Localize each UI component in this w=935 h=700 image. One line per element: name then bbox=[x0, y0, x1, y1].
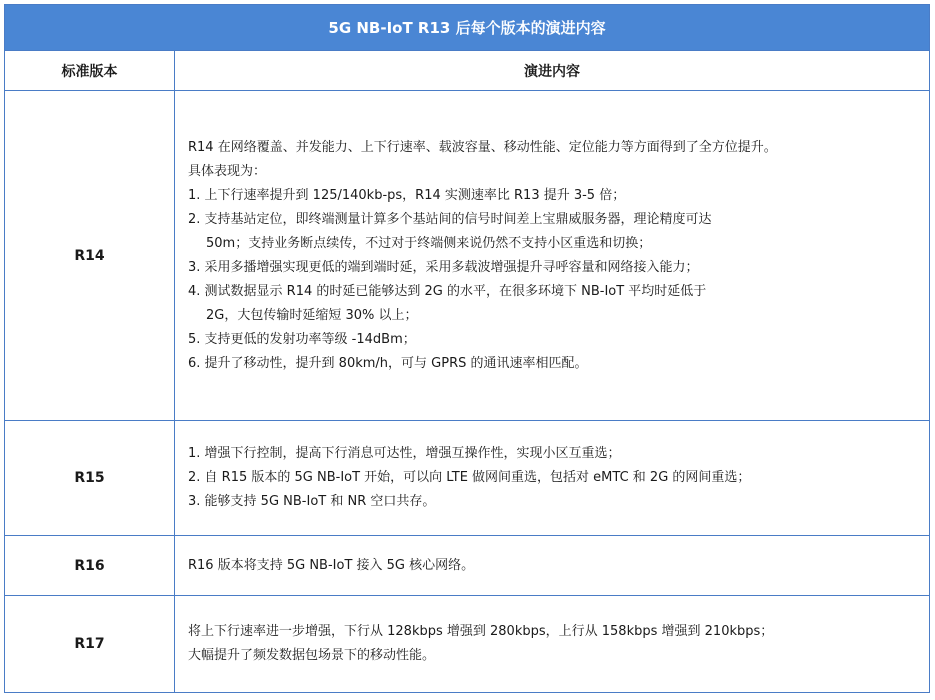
evolution-table bbox=[4, 4, 930, 693]
version-cell: R15 bbox=[5, 421, 175, 535]
content-line: 1. 增强下行控制，提高下行消息可达性，增强互操作性，实现小区互重选； bbox=[188, 446, 621, 461]
version-cell: R14 bbox=[5, 91, 175, 420]
content-line: 2. 支持基站定位，即终端测量计算多个基站间的信号时间差上宝鼎威服务器，理论精度可达 bbox=[188, 211, 712, 227]
content-line: 2G，大包传输时延缩短 30% 以上； bbox=[206, 307, 418, 323]
content-line: 3. 能够支持 5G NB-IoT 和 NR 空口共存。 bbox=[188, 494, 436, 509]
content-cell bbox=[175, 91, 929, 420]
content-cell bbox=[175, 536, 929, 595]
version-cell: R16 bbox=[5, 536, 175, 595]
content-line: R14 在网络覆盖、并发能力、上下行速率、载波容量、移动性能、定位能力等方面得到了全方位提升。 bbox=[188, 139, 777, 155]
content-line: 3. 采用多播增强实现更低的端到端时延，采用多载波增强提升寻呼容量和网络接入能力； bbox=[188, 259, 699, 275]
table-row-r15 bbox=[5, 421, 929, 536]
content-line: 6. 提升了移动性，提升到 80km/h，可与 GPRS 的通讯速率相匹配。 bbox=[188, 355, 588, 371]
version-cell: R17 bbox=[5, 596, 175, 692]
table-row-r17 bbox=[5, 596, 929, 692]
header-version: 标准版本 bbox=[5, 51, 175, 90]
table-row-r16 bbox=[5, 536, 929, 596]
content-line: 大幅提升了频发数据包场景下的移动性能。 bbox=[188, 648, 436, 663]
header-content: 演进内容 bbox=[524, 63, 580, 80]
content-line: 5. 支持更低的发射功率等级 -14dBm； bbox=[188, 331, 416, 347]
content-line: 具体表现为： bbox=[188, 163, 267, 179]
content-cell bbox=[175, 596, 929, 692]
content-line: 4. 测试数据显示 R14 的时延已能够达到 2G 的水平，在很多环境下 NB-IoT 平均时延低于 bbox=[188, 283, 707, 299]
table-row-r14 bbox=[5, 91, 929, 421]
content-line: 2. 自 R15 版本的 5G NB-IoT 开始，可以向 LTE 做网间重选，包括对 eMTC 和 2G 的网间重选； bbox=[188, 470, 751, 485]
content-line: 1. 上下行速率提升到 125/140kb-ps，R14 实测速率比 R13 提升 3-5 倍； bbox=[188, 187, 626, 203]
content-line: 将上下行速率进一步增强，下行从 128kbps 增强到 280kbps，上行从 158kbps 增强到 210kbps； bbox=[188, 624, 774, 639]
content-line: R16 版本将支持 5G NB-IoT 接入 5G 核心网络。 bbox=[188, 557, 475, 573]
table-header-row bbox=[5, 51, 929, 91]
table-title: 5G NB-IoT R13 后每个版本的演进内容 bbox=[5, 5, 929, 51]
content-line: 50m；支持业务断点续传，不过对于终端侧来说仍然不支持小区重选和切换； bbox=[206, 235, 652, 251]
content-cell bbox=[175, 421, 929, 535]
